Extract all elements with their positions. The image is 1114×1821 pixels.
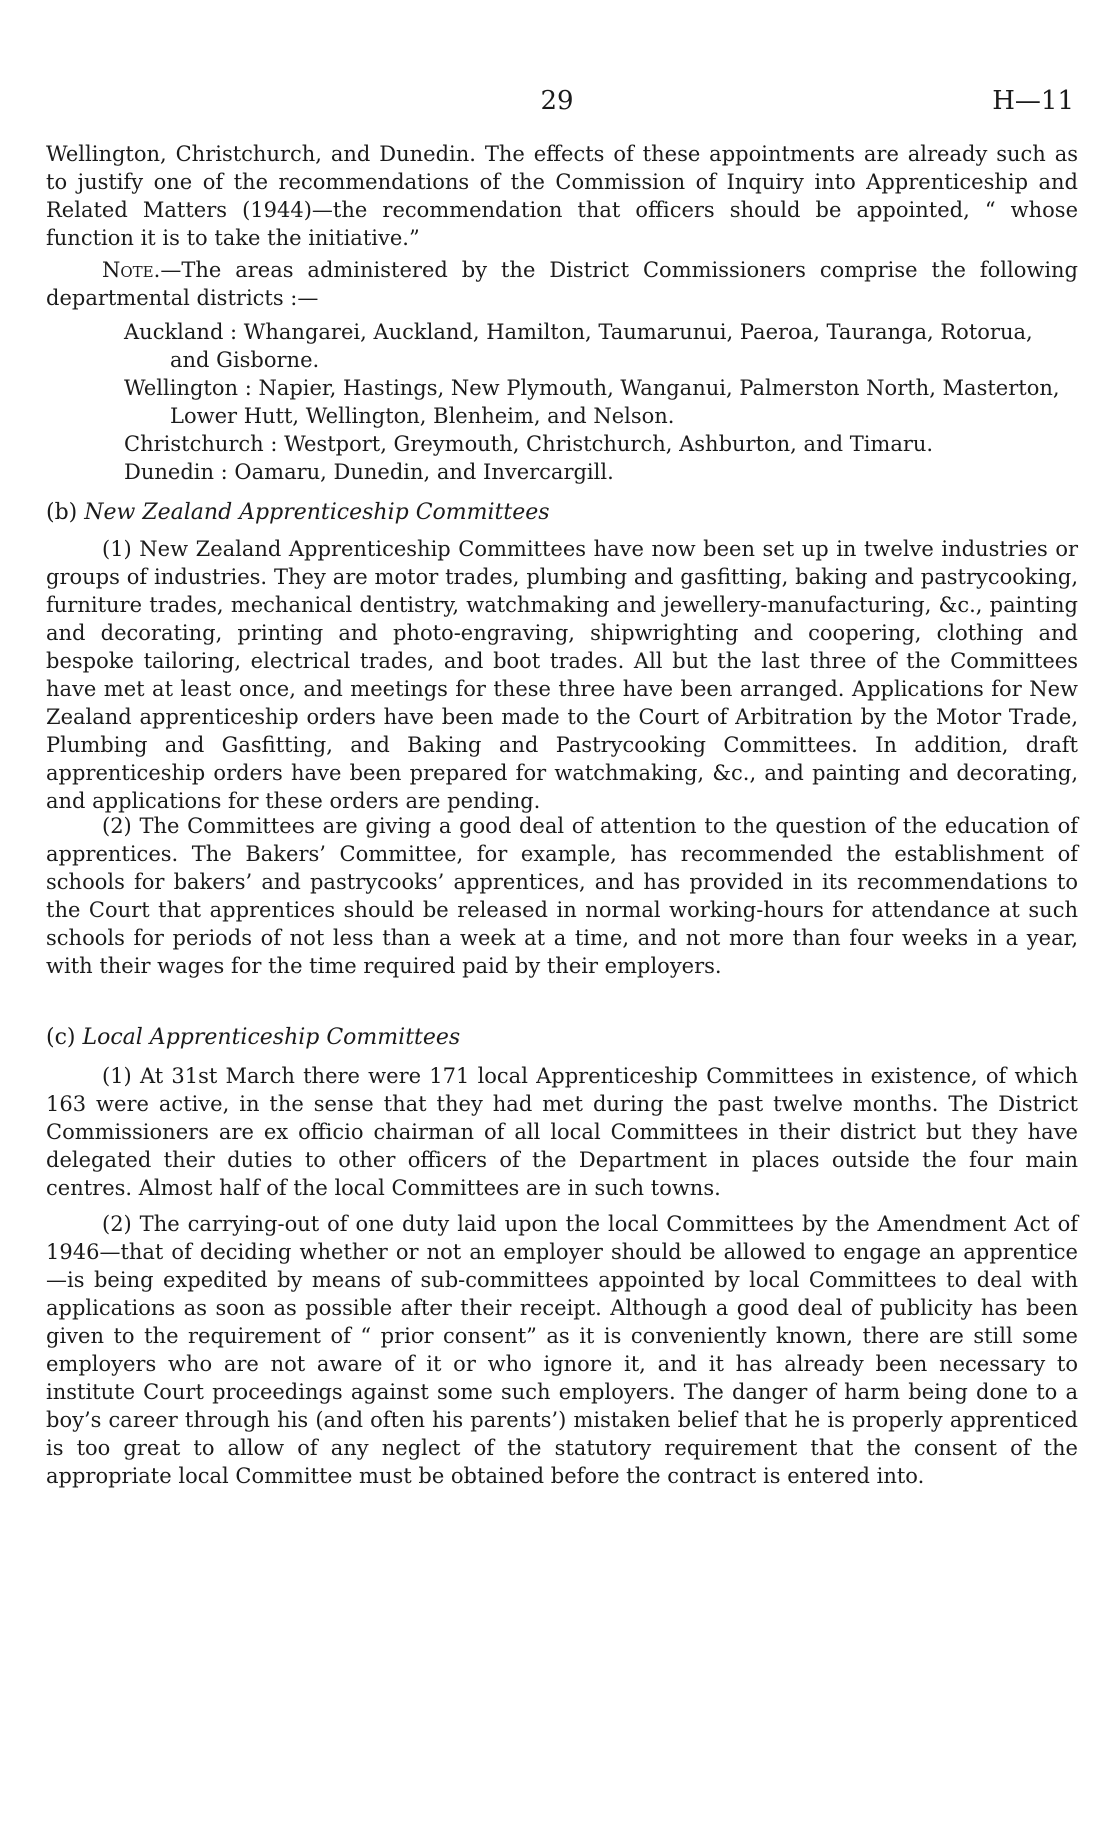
note-block: [46, 256, 1078, 312]
section-b-paragraph-1: [46, 535, 1078, 815]
section-c-paragraph-2-text: (2) The carrying-out of one duty laid upon the local Committees by the Amendment Act of 1946—that of deciding whether or not an employer should be allowed to engage an apprentice—is being expedited by means of sub-committees appointed by local Committees to deal with applications as soon as possible after their receipt. Although a good deal of publicity has been given to the requirement of “ prior consent” as it is conveniently known, there are still some employers who are not aware of it or who ignore it, and it has already been necessary to institute Court proceedings against some such employers. The danger of harm being done to a boy’s career through his (and often his parents’) mistaken belief that he is properly apprenticed is too great to allow of any neglect of the statutory requirement that the consent of the appropriate local Committee must be obtained before the contract is entered into.: [46, 1212, 1078, 1488]
note-text: —The areas administered by the District Commissioners comprise the following departmental districts :—: [46, 258, 1078, 310]
section-c-heading: [46, 1025, 460, 1050]
section-b-title: New Zealand Apprenticeship Committees: [84, 500, 550, 525]
note-label: Note.: [102, 258, 161, 282]
section-b-paragraph-1-text: (1) New Zealand Apprenticeship Committees have now been set up in twelve industries or groups of industries. They are motor trades, plumbing and gasfitting, baking and pastrycooking, furniture trades, mechanical dentistry, watchmaking and jewellery-manufacturing, &c., painting and decorating, printing and photo-engraving, shipwrighting and coopering, clothing and bespoke tailoring, electrical trades, and boot trades. All but the last three of the Committees have met at least once, and meetings for these three have been arranged. Applications for New Zealand apprenticeship orders have been made to the Court of Arbitration by the Motor Trade, Plumbing and Gasfitting, and Baking and Pastrycooking Committees. In addition, draft apprenticeship orders have been prepared for watchmaking, &c., and painting and decorating, and applications for these orders are pending.: [46, 537, 1078, 813]
section-b-paragraph-2: [46, 812, 1078, 980]
district-entry-christchurch: Christchurch : Westport, Greymouth, Christchurch, Ashburton, and Timaru.: [124, 432, 934, 456]
district-entry-wellington: Wellington : Napier, Hastings, New Plymouth, Wanganui, Palmerston North, Masterton, Lower Hutt, Wellington, Blenheim, and Nelson.: [124, 376, 1060, 428]
district-entry-dunedin: Dunedin : Oamaru, Dunedin, and Invercargill.: [124, 460, 614, 484]
page-reference: H—11: [992, 86, 1074, 116]
page-header: [0, 86, 1114, 126]
section-c-paragraph-1-text: (1) At 31st March there were 171 local Apprenticeship Committees in existence, of which 163 were active, in the sense that they had met during the past twelve months. The District Commissioners are ex officio chairman of all local Committees in their district but they have delegated their duties to other officers of the Department in places outside the four main centres. Almost half of the local Committees are in such towns.: [46, 1064, 1078, 1200]
intro-paragraph-block: [46, 140, 1078, 252]
section-b-heading: [46, 500, 550, 525]
section-b-label: (b): [46, 500, 85, 525]
section-c-paragraph-2: [46, 1210, 1078, 1490]
intro-paragraph: Wellington, Christchurch, and Dunedin. The effects of these appointments are already such as to justify one of the recommendations of the Commission of Inquiry into Apprenticeship and Related Matters (1944)—the recommendation that officers should be appointed, “ whose function it is to take the initiative.”: [46, 142, 1078, 250]
section-c-paragraph-1: [46, 1062, 1078, 1202]
section-b-paragraph-2-text: (2) The Committees are giving a good deal of attention to the question of the education of apprentices. The Bakers’ Committee, for example, has recommended the establishment of schools for bakers’ and pastrycooks’ apprentices, and has provided in its recommendations to the Court that apprentices should be released in normal working-hours for attendance at such schools for periods of not less than a week at a time, and not more than four weeks in a year, with their wages for the time required paid by their employers.: [46, 814, 1078, 978]
district-entry-auckland: Auckland : Whangarei, Auckland, Hamilton, Taumarunui, Paeroa, Tauranga, Rotorua, and Gisborne.: [124, 320, 1033, 372]
section-c-label: (c): [46, 1025, 83, 1050]
page-number: 29: [540, 86, 574, 116]
district-list: [124, 318, 1078, 486]
section-c-title: Local Apprenticeship Committees: [82, 1025, 461, 1050]
